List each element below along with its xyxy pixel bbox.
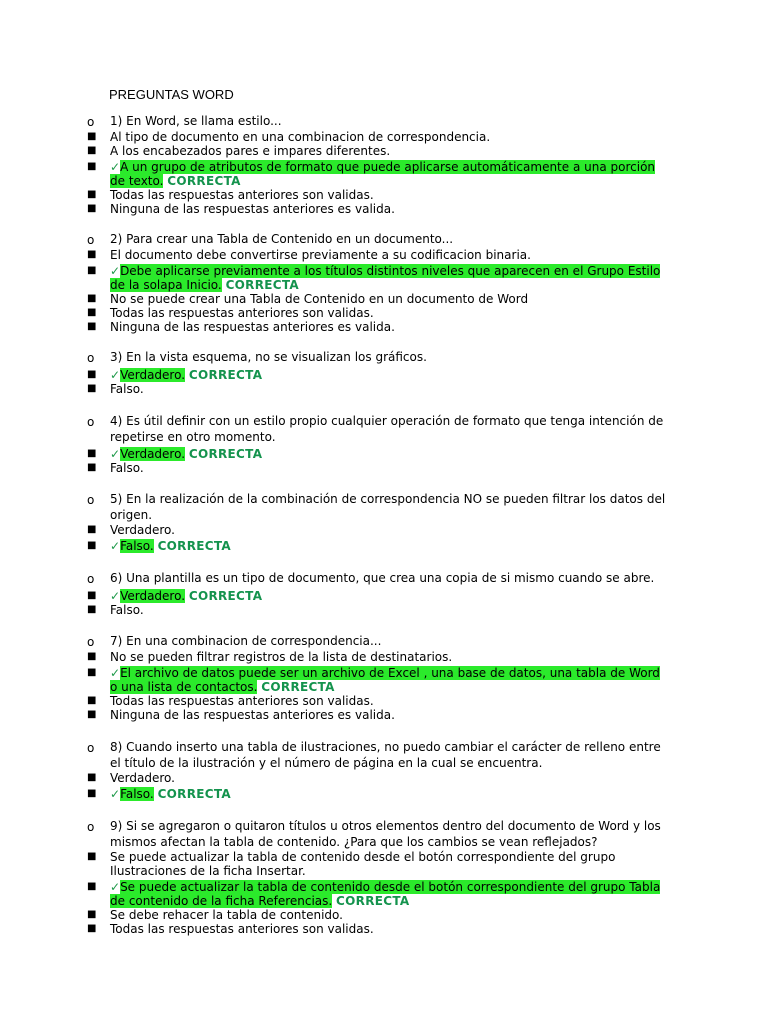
square-bullet-icon: ■ xyxy=(87,650,97,662)
square-bullet-icon: ■ xyxy=(87,368,97,380)
answer-text: Ninguna de las respuestas anteriores es valida. xyxy=(110,707,395,722)
square-bullet-icon: ■ xyxy=(87,589,97,601)
square-bullet-icon: ■ xyxy=(87,306,97,318)
answer-text: Falso. xyxy=(110,602,144,617)
question-line xyxy=(87,414,667,445)
check-icon: ✓ xyxy=(110,263,121,278)
circle-bullet-icon: o xyxy=(87,415,95,429)
square-bullet-icon: ■ xyxy=(87,851,97,862)
question-line xyxy=(87,114,667,130)
question-block xyxy=(87,740,667,801)
answer-text: Verdadero. xyxy=(110,523,175,537)
answer-option xyxy=(87,922,667,936)
square-bullet-icon: ■ xyxy=(87,881,97,892)
answer-option xyxy=(87,461,667,475)
check-icon: ✓ xyxy=(110,665,121,680)
square-bullet-icon: ■ xyxy=(87,603,97,615)
square-bullet-icon: ■ xyxy=(87,540,97,551)
correct-option xyxy=(87,160,667,188)
question-block xyxy=(87,114,667,216)
circle-bullet-icon: o xyxy=(87,635,95,649)
answer-option xyxy=(87,382,667,396)
circle-bullet-icon: o xyxy=(87,820,95,834)
square-bullet-icon: ■ xyxy=(87,320,97,332)
square-bullet-icon: ■ xyxy=(87,694,97,706)
correct-option xyxy=(87,368,667,382)
question-line xyxy=(87,634,667,650)
square-bullet-icon: ■ xyxy=(87,202,97,214)
circle-bullet-icon: o xyxy=(87,741,95,755)
highlighted-answer-text: Verdadero. xyxy=(120,588,186,603)
correct-label: CORRECTA xyxy=(336,894,410,908)
check-icon: ✓ xyxy=(110,588,121,603)
square-bullet-icon: ■ xyxy=(87,188,97,200)
answer-option xyxy=(87,248,667,262)
correct-option xyxy=(87,787,667,801)
square-bullet-icon: ■ xyxy=(87,462,97,473)
answer-text: Verdadero. xyxy=(110,771,175,785)
correct-label: CORRECTA xyxy=(188,367,263,382)
question-line xyxy=(87,819,667,850)
correct-label: CORRECTA xyxy=(188,447,263,461)
highlighted-answer-text: El archivo de datos puede ser un archivo de Excel , una base de datos, una tabla de Word o una lista de contactos. xyxy=(110,665,660,694)
answer-option xyxy=(87,603,667,617)
answer-option xyxy=(87,202,667,216)
answer-text: Falso. xyxy=(110,381,144,396)
question-line xyxy=(87,232,667,248)
answer-option xyxy=(87,908,667,922)
answer-option xyxy=(87,850,667,878)
square-bullet-icon: ■ xyxy=(87,788,97,799)
circle-bullet-icon: o xyxy=(87,115,95,129)
correct-option xyxy=(87,264,667,292)
square-bullet-icon: ■ xyxy=(87,772,97,783)
answer-text: Al tipo de documento en una combinacion de correspondencia. xyxy=(110,129,491,144)
question-block xyxy=(87,232,667,334)
answer-option xyxy=(87,144,667,158)
question-line xyxy=(87,350,667,366)
circle-bullet-icon: o xyxy=(87,493,95,507)
highlighted-answer-text: A un grupo de atributos de formato que puede aplicarse automáticamente a una porción de texto. xyxy=(110,159,656,188)
question-line xyxy=(87,740,667,771)
question-block xyxy=(87,571,667,617)
correct-option xyxy=(87,539,667,553)
answer-option xyxy=(87,130,667,144)
square-bullet-icon: ■ xyxy=(87,292,97,304)
answer-text: Todas las respuestas anteriores son validas. xyxy=(110,305,374,320)
square-bullet-icon: ■ xyxy=(87,160,97,172)
check-icon: ✓ xyxy=(110,787,121,801)
question-block xyxy=(87,634,667,722)
answer-option xyxy=(87,306,667,320)
highlighted-answer-text: Verdadero. xyxy=(120,447,186,461)
answer-text: Ninguna de las respuestas anteriores es valida. xyxy=(110,201,395,216)
answer-option xyxy=(87,771,667,785)
answer-option xyxy=(87,292,667,306)
answer-text: Se debe rehacer la tabla de contenido. xyxy=(110,908,343,922)
square-bullet-icon: ■ xyxy=(87,448,97,459)
answer-text: Todas las respuestas anteriores son validas. xyxy=(110,693,374,708)
square-bullet-icon: ■ xyxy=(87,923,97,934)
question-block xyxy=(87,819,667,936)
correct-option xyxy=(87,880,667,908)
answer-text: Falso. xyxy=(110,461,144,475)
question-text: 9) Si se agregaron o quitaron títulos u otros elementos dentro del documento de Word y los mismos afectan la tabla de contenido. ¿Para que los cambios se vean reflejados? xyxy=(110,819,661,849)
question-block xyxy=(87,350,667,396)
highlighted-answer-text: Debe aplicarse previamente a los títulos distintos niveles que aparecen en el Grupo Estilo de la solapa Inicio. xyxy=(110,263,661,292)
square-bullet-icon: ■ xyxy=(87,708,97,720)
check-icon: ✓ xyxy=(110,159,121,174)
square-bullet-icon: ■ xyxy=(87,382,97,394)
check-icon: ✓ xyxy=(110,880,121,894)
correct-option xyxy=(87,589,667,603)
check-icon: ✓ xyxy=(110,367,121,382)
answer-text: Todas las respuestas anteriores son validas. xyxy=(110,187,374,202)
correct-label: CORRECTA xyxy=(261,679,335,694)
square-bullet-icon: ■ xyxy=(87,264,97,276)
correct-label: CORRECTA xyxy=(167,173,241,188)
circle-bullet-icon: o xyxy=(87,572,95,586)
answer-text: Todas las respuestas anteriores son validas. xyxy=(110,922,374,936)
correct-label: CORRECTA xyxy=(157,787,232,801)
question-block xyxy=(87,492,667,553)
answer-option xyxy=(87,320,667,334)
highlighted-answer-text: Falso. xyxy=(120,539,154,553)
answer-option xyxy=(87,188,667,202)
question-text: 6) Una plantilla es un tipo de documento, que crea una copia de si mismo cuando se abre. xyxy=(110,571,655,585)
answer-text: No se puede crear una Tabla de Contenido en un documento de Word xyxy=(110,291,529,306)
answer-option xyxy=(87,694,667,708)
answer-option xyxy=(87,650,667,664)
answer-text: Se puede actualizar la tabla de contenido desde el botón correspondiente del grupo Ilustraciones de la ficha Insertar. xyxy=(110,850,616,878)
answer-text: Ninguna de las respuestas anteriores es valida. xyxy=(110,319,395,334)
question-text: 4) Es útil definir con un estilo propio cualquier operación de formato que tenga intención de repetirse en otro momento. xyxy=(110,414,664,444)
answer-option xyxy=(87,523,667,537)
highlighted-answer-text: Se puede actualizar la tabla de contenido desde el botón correspondiente del grupo Tabla de contenido de la ficha Referencias. xyxy=(110,880,661,908)
question-text: 8) Cuando inserto una tabla de ilustraciones, no puedo cambiar el carácter de relleno entre el título de la ilustración y el número de página en la cual se encuentra. xyxy=(110,740,661,770)
answer-text: El documento debe convertirse previamente a su codificacion binaria. xyxy=(110,247,531,262)
correct-label: CORRECTA xyxy=(157,539,232,553)
square-bullet-icon: ■ xyxy=(87,144,97,156)
page-title: PREGUNTAS WORD xyxy=(109,87,234,102)
correct-option xyxy=(87,447,667,461)
question-line xyxy=(87,492,667,523)
question-block xyxy=(87,414,667,475)
question-line xyxy=(87,571,667,587)
question-text: 3) En la vista esquema, no se visualizan los gráficos. xyxy=(110,350,427,364)
answer-option xyxy=(87,708,667,722)
square-bullet-icon: ■ xyxy=(87,524,97,535)
correct-option xyxy=(87,666,667,694)
square-bullet-icon: ■ xyxy=(87,130,97,142)
check-icon: ✓ xyxy=(110,539,121,553)
highlighted-answer-text: Falso. xyxy=(120,787,154,801)
check-icon: ✓ xyxy=(110,447,121,461)
square-bullet-icon: ■ xyxy=(87,248,97,260)
answer-text: A los encabezados pares e impares diferentes. xyxy=(110,143,391,158)
question-text: 2) Para crear una Tabla de Contenido en un documento... xyxy=(110,232,454,246)
question-text: 1) En Word, se llama estilo... xyxy=(110,114,282,128)
correct-label: CORRECTA xyxy=(225,277,300,292)
question-text: 5) En la realización de la combinación de correspondencia NO se pueden filtrar los datos del origen. xyxy=(110,492,666,522)
circle-bullet-icon: o xyxy=(87,233,95,247)
circle-bullet-icon: o xyxy=(87,351,95,365)
question-text: 7) En una combinacion de correspondencia... xyxy=(110,634,382,648)
correct-label: CORRECTA xyxy=(188,588,263,603)
square-bullet-icon: ■ xyxy=(87,666,97,678)
square-bullet-icon: ■ xyxy=(87,909,97,920)
answer-text: No se pueden filtrar registros de la lista de destinatarios. xyxy=(110,649,453,664)
highlighted-answer-text: Verdadero. xyxy=(120,367,186,382)
